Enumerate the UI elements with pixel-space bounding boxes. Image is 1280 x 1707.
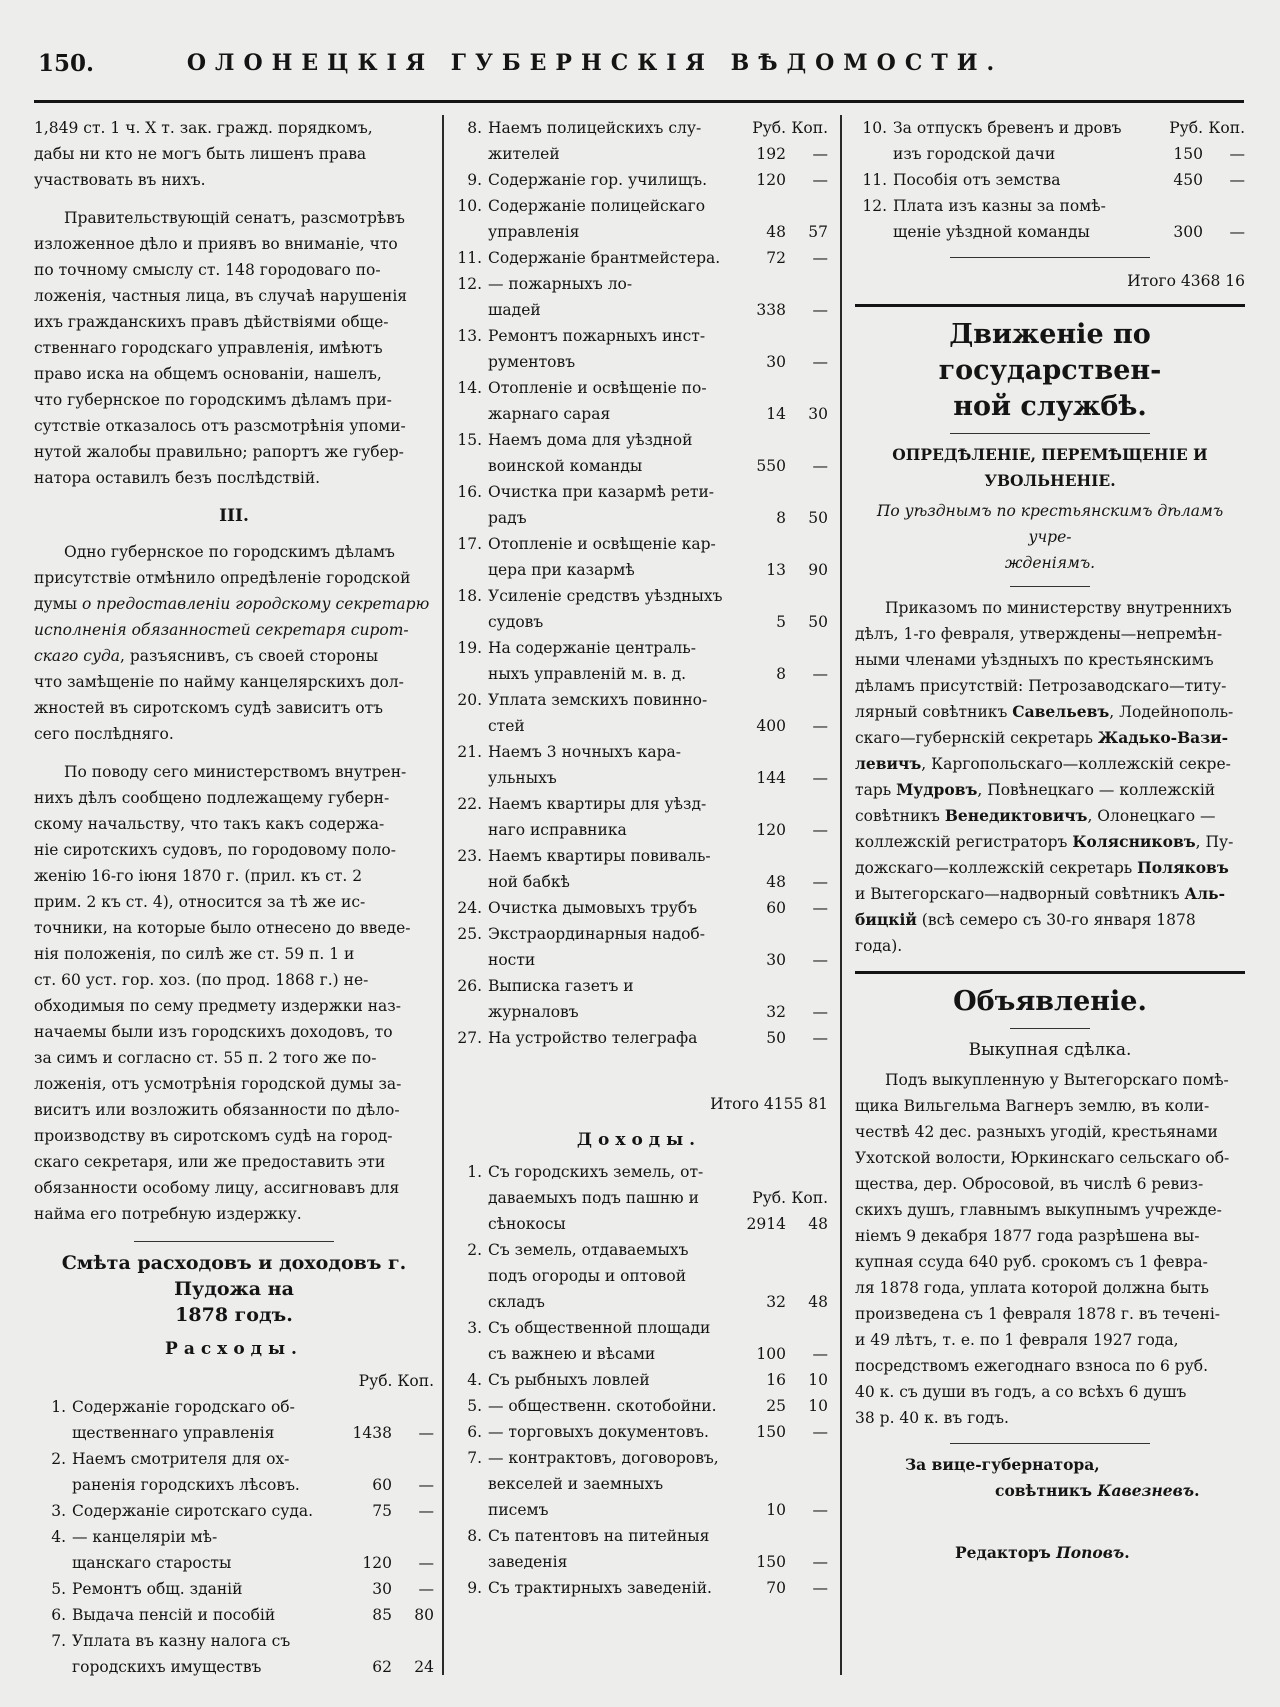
item-text: Ремонтъ общ. зданій xyxy=(72,1580,243,1598)
item-kopecks: — xyxy=(812,1003,828,1021)
item-kopecks: 90 xyxy=(808,561,828,579)
item-text: — пожарныхъ ло- шадей xyxy=(488,275,633,319)
item-text: — торговыхъ документовъ. xyxy=(488,1423,709,1441)
item-rubles: 32 xyxy=(766,1003,786,1021)
item-kopecks: — xyxy=(812,457,828,475)
item-kopecks: Коп. 48 xyxy=(791,1189,828,1233)
divider xyxy=(1010,586,1090,587)
item-text: Съ трактирныхъ заведеній. xyxy=(488,1579,712,1597)
ledger-row xyxy=(34,1524,434,1576)
item-rubles: 300 xyxy=(1173,223,1203,241)
ledger-row xyxy=(450,843,828,895)
ledger-row xyxy=(450,375,828,427)
item-text: Съ рыбныхъ ловлей xyxy=(488,1371,650,1389)
item-rubles: 450 xyxy=(1173,171,1203,189)
item-rubles: Руб. 192 xyxy=(752,119,786,163)
announcement-subtitle: Выкупная сдѣлка. xyxy=(968,1040,1132,1060)
ledger-row xyxy=(450,1393,828,1419)
announcement-title: Объявленіе. xyxy=(953,986,1147,1017)
item-number: 22. xyxy=(457,795,482,813)
item-rubles: 400 xyxy=(756,717,786,735)
ledger-row xyxy=(450,921,828,973)
column-3 xyxy=(855,115,1245,1572)
item-number: 7. xyxy=(51,1632,66,1650)
item-kopecks: — xyxy=(812,873,828,891)
item-kopecks: — xyxy=(812,951,828,969)
item-number: 1. xyxy=(467,1163,482,1181)
item-rubles: 14 xyxy=(766,405,786,423)
item-rubles: 60 xyxy=(766,899,786,917)
item-kopecks: 50 xyxy=(808,613,828,631)
item-number: 18. xyxy=(457,587,482,605)
item-number: 23. xyxy=(457,847,482,865)
item-kopecks: 80 xyxy=(414,1606,434,1624)
item-kopecks: — xyxy=(812,171,828,189)
ledger-row xyxy=(450,479,828,531)
ledger-row xyxy=(450,583,828,635)
item-kopecks: — xyxy=(418,1424,434,1442)
item-kopecks: — xyxy=(812,1501,828,1519)
section-rule xyxy=(855,971,1245,974)
item-text: Уплата въ казну налога съ городскихъ имуществъ xyxy=(72,1632,291,1676)
item-rubles: 13 xyxy=(766,561,786,579)
item-number: 12. xyxy=(457,275,482,293)
ledger-row xyxy=(450,1159,828,1237)
item-kopecks: 10 xyxy=(808,1397,828,1415)
item-rubles: 100 xyxy=(756,1345,786,1363)
item-text: Очистка дымовыхъ трубъ xyxy=(488,899,698,917)
item-number: 11. xyxy=(457,249,482,267)
divider xyxy=(1010,1028,1090,1029)
item-number: 5. xyxy=(467,1397,482,1415)
item-kopecks: — xyxy=(1229,223,1245,241)
paragraph: 1,849 ст. 1 ч. X т. зак. гражд. порядкомъ, дабы ни кто не могъ быть лишенъ права участвовать въ нихъ. xyxy=(34,119,373,189)
section-rule xyxy=(855,304,1245,307)
ledger-row xyxy=(450,1445,828,1523)
item-text: Очистка при казармѣ рети- радъ xyxy=(488,483,715,527)
item-rubles: 150 xyxy=(756,1553,786,1571)
ledger-row xyxy=(34,1394,434,1446)
item-rubles: 120 xyxy=(756,171,786,189)
signature-line-1: За вице-губернатора, xyxy=(905,1455,1100,1474)
item-rubles: 85 xyxy=(372,1606,392,1624)
item-rubles: 144 xyxy=(756,769,786,787)
paragraph xyxy=(34,539,434,747)
item-number: 3. xyxy=(467,1319,482,1337)
item-kopecks: 10 xyxy=(808,1371,828,1389)
editor-signature: Редакторъ Поповъ. xyxy=(955,1543,1130,1562)
column-2 xyxy=(450,115,828,1601)
item-number: 8. xyxy=(467,119,482,137)
item-text: Наемъ 3 ночныхъ кара- ульныхъ xyxy=(488,743,682,787)
item-kopecks: — xyxy=(812,1579,828,1597)
item-text: Пособія отъ земства xyxy=(893,171,1061,189)
service-subtitle: ОПРЕДѢЛЕНІЕ, ПЕРЕМѢЩЕНІЕ И УВОЛЬНЕНІЕ. xyxy=(892,445,1208,490)
ledger-row xyxy=(450,193,828,245)
ledger-row xyxy=(855,193,1245,245)
expenses-table xyxy=(34,1394,434,1680)
item-kopecks: — xyxy=(418,1476,434,1494)
ledger-row xyxy=(450,271,828,323)
ledger-row xyxy=(450,1237,828,1315)
text-run: , разъяснивъ, съ своей стороны что замѣщеніе по найму канцелярскихъ дол- жностей въ сиротскомъ судѣ зависитъ отъ сего послѣдняго. xyxy=(34,647,404,743)
item-kopecks: — xyxy=(812,301,828,319)
item-number: 5. xyxy=(51,1580,66,1598)
income-table-cont xyxy=(855,115,1245,245)
ledger-row xyxy=(450,115,828,167)
item-text: Ремонтъ пожарныхъ инст- рументовъ xyxy=(488,327,706,371)
item-text: — общественн. скотобойни. xyxy=(488,1397,717,1415)
item-number: 6. xyxy=(467,1423,482,1441)
item-rubles: 50 xyxy=(766,1029,786,1047)
item-rubles: 75 xyxy=(372,1502,392,1520)
item-text: Наемъ полицейскихъ слу- жителей xyxy=(488,119,702,163)
item-rubles: 25 xyxy=(766,1397,786,1415)
item-text: Наемъ квартиры повиваль- ной бабкѣ xyxy=(488,847,711,891)
item-kopecks: — xyxy=(812,665,828,683)
item-kopecks: — xyxy=(812,899,828,917)
item-number: 3. xyxy=(51,1502,66,1520)
item-number: 1. xyxy=(51,1398,66,1416)
item-text: На устройство телеграфа xyxy=(488,1029,698,1047)
ledger-row xyxy=(34,1602,434,1628)
item-kopecks: 24 xyxy=(414,1658,434,1676)
item-text: Плата изъ казны за помѣ- щеніе уѣздной команды xyxy=(893,197,1106,241)
item-kopecks: — xyxy=(812,769,828,787)
expenses-heading: Расходы. xyxy=(165,1339,303,1359)
item-rubles: 48 xyxy=(766,223,786,241)
item-kopecks: — xyxy=(812,821,828,839)
item-text: Усиленіе средствъ уѣздныхъ судовъ xyxy=(488,587,723,631)
paragraph: По поводу сего министерствомъ внутрен- нихъ дѣлъ сообщено подлежащему губерн- скому начальству, что такъ какъ содержа- ніе сиротскихъ судовъ, по городовому поло- женію 16-го іюня 1870 г. (прил. къ ст. 2 прим. 2 къ ст. 4), относится за тѣ же ис- точники, на которые было отнесено до введе- нія положенія, по силѣ же ст. 59 п. 1 и ст. 60 уст. гор. хоз. (по прод. 1868 г.) не- обходимыя по сему предмету издержки наз- начаемы были изъ городскихъ доходовъ, то за симъ и согласно ст. 55 п. 2 того же по- ложенія, отъ усмотрѣнія городской думы за- виситъ или возложить обязанности по дѣло- производству въ сиротскомъ судѣ на город- скаго секретаря, или же предоставить эти обязанности особому лицу, ассигновавъ для найма его потребную издержку. xyxy=(34,763,411,1223)
item-number: 16. xyxy=(457,483,482,501)
divider xyxy=(134,1241,334,1242)
item-rubles: 8 xyxy=(776,509,786,527)
ledger-row xyxy=(855,167,1245,193)
item-text: Экстраординарныя надоб- ности xyxy=(488,925,705,969)
item-rubles: 72 xyxy=(766,249,786,267)
ledger-row xyxy=(34,1446,434,1498)
column-divider-2 xyxy=(840,115,842,1675)
item-number: 2. xyxy=(467,1241,482,1259)
item-number: 20. xyxy=(457,691,482,709)
item-text: Отопленіе и освѣщеніе по- жарнаго сарая xyxy=(488,379,707,423)
ledger-row xyxy=(450,1367,828,1393)
item-kopecks: — xyxy=(812,249,828,267)
item-number: 11. xyxy=(862,171,887,189)
item-text: Содержаніе сиротскаго суда. xyxy=(72,1502,314,1520)
ledger-row xyxy=(34,1628,434,1680)
item-kopecks: 30 xyxy=(808,405,828,423)
item-rubles: 16 xyxy=(766,1371,786,1389)
italic-run: о предоставленіи городскому секретарю исполненія обязанностей секретаря сирот- скаго суда xyxy=(34,595,430,665)
ledger-row xyxy=(450,1523,828,1575)
ledger-row xyxy=(34,1576,434,1602)
item-number: 9. xyxy=(467,171,482,189)
item-rubles: 338 xyxy=(756,301,786,319)
ledger-row xyxy=(450,1025,828,1051)
ledger-row xyxy=(450,687,828,739)
expenses-table-cont xyxy=(450,115,828,1051)
estimate-title: Смѣта расходовъ и доходовъ г. Пудожа на 1878 годъ. xyxy=(61,1252,407,1326)
item-kopecks: — xyxy=(1229,171,1245,189)
ledger-row xyxy=(450,895,828,921)
item-rubles: 60 xyxy=(372,1476,392,1494)
item-number: 21. xyxy=(457,743,482,761)
item-number: 24. xyxy=(457,899,482,917)
ledger-row xyxy=(855,115,1245,167)
item-number: 4. xyxy=(467,1371,482,1389)
item-number: 17. xyxy=(457,535,482,553)
item-number: 4. xyxy=(51,1528,66,1546)
item-rubles: 120 xyxy=(756,821,786,839)
item-rubles: 30 xyxy=(766,951,786,969)
item-kopecks: 48 xyxy=(808,1293,828,1311)
signature-line-2: совѣтникъ Кавезневъ. xyxy=(995,1481,1200,1500)
ledger-row xyxy=(450,1315,828,1367)
item-rubles: Руб. 150 xyxy=(1169,119,1203,163)
column-divider-1 xyxy=(442,115,444,1675)
page-header xyxy=(30,50,1070,90)
item-number: 7. xyxy=(467,1449,482,1467)
item-kopecks: 57 xyxy=(808,223,828,241)
item-number: 10. xyxy=(457,197,482,215)
service-subtitle-2: По уѣзднымъ по крестьянскимъ дѣламъ учре- жденіямъ. xyxy=(876,502,1224,572)
ledger-row xyxy=(450,427,828,479)
item-rubles: Руб. 2914 xyxy=(746,1189,786,1233)
item-kopecks: — xyxy=(812,1345,828,1363)
ledger-row xyxy=(450,1419,828,1445)
item-rubles: 62 xyxy=(372,1658,392,1676)
item-text: Содержаніе полицейскаго управленія xyxy=(488,197,706,241)
column-1 xyxy=(34,115,434,1680)
ledger-row xyxy=(450,167,828,193)
ledger-row xyxy=(450,531,828,583)
item-rubles: 30 xyxy=(766,353,786,371)
item-kopecks: — xyxy=(812,1029,828,1047)
item-text: Отопленіе и освѣщеніе кар- цера при казармѣ xyxy=(488,535,716,579)
income-heading: Доходы. xyxy=(576,1130,702,1150)
item-text: Выписка газетъ и журналовъ xyxy=(488,977,634,1021)
item-rubles: 70 xyxy=(766,1579,786,1597)
text-run: Одно губернское по городскимъ дѣламъ присутствіе отмѣнило опредѣленіе городской думы xyxy=(34,543,411,613)
item-kopecks: — xyxy=(812,353,828,371)
item-rubles: 150 xyxy=(756,1423,786,1441)
paragraph: Правительствующій сенатъ, разсмотрѣвъ изложенное дѣло и приявъ во вниманіе, что по точному смыслу ст. 148 городоваго по- ложенія, частныя лица, въ случаѣ нарушенія ихъ гражданскихъ правъ дѣйствіями обще- ственнаго городскаго управленія, имѣютъ право иска на общемъ основаніи, нашелъ, что губернское по городскимъ дѣламъ при- сутствіе отказалось отъ разсмотрѣнія упоми- нутой жалобы правильно; рапортъ же губер- натора оставилъ безъ послѣдствій. xyxy=(34,209,408,487)
expenses-total: Итого 4155 81 xyxy=(710,1095,828,1113)
item-number: 15. xyxy=(457,431,482,449)
ledger-row xyxy=(450,1575,828,1601)
item-text: — канцеляріи мѣ- щанскаго старосты xyxy=(72,1528,232,1572)
item-text: Содержаніе брантмейстера. xyxy=(488,249,721,267)
header-rule xyxy=(34,100,1244,103)
item-rubles: 5 xyxy=(776,613,786,631)
item-kopecks: — xyxy=(418,1502,434,1520)
ledger-row xyxy=(450,323,828,375)
item-text: Съ земель, отдаваемыхъ подъ огороды и оптовой складъ xyxy=(488,1241,689,1311)
item-rubles: 550 xyxy=(756,457,786,475)
item-rubles: 10 xyxy=(766,1501,786,1519)
item-text: Уплата земскихъ повинно- стей xyxy=(488,691,708,735)
ledger-row xyxy=(450,973,828,1025)
rub-kop-header: Руб. Коп. xyxy=(358,1372,434,1390)
item-text: Съ городскихъ земель, от- даваемыхъ подъ пашню и сѣнокосы xyxy=(488,1163,704,1233)
item-kopecks: — xyxy=(812,1423,828,1441)
divider xyxy=(950,257,1150,258)
item-text: Выдача пенсій и пособій xyxy=(72,1606,276,1624)
service-text: Приказомъ по министерству внутреннихъ дѣлъ, 1-го февраля, утверждены—непремѣн- ными членами уѣздныхъ по крестьянскимъ дѣламъ присутствій: Петрозаводскаго—титу- лярный совѣтникъ Савельевъ, Лодейнополь- скаго—губернскій секретарь Жадько-Вази- левичъ, Каргопольскаго—коллежскій секре- тарь Мудровъ, Повѣнецкаго — коллежскій совѣтникъ Венедиктовичъ, Олонецкаго — коллежскій регистраторъ Колясниковъ, Пу- дожскаго—коллежскій секретарь Поляковъ и Вытегорскаго—надворный совѣтникъ Аль- бицкій (всѣ семеро съ 30-го января 1878 года). xyxy=(855,599,1234,955)
item-text: Наемъ квартиры для уѣзд- наго исправника xyxy=(488,795,707,839)
item-number: 27. xyxy=(457,1029,482,1047)
page-number: 150. xyxy=(38,50,95,77)
item-text: Съ патентовъ на питейныя заведенія xyxy=(488,1527,710,1571)
ledger-row xyxy=(450,635,828,687)
item-number: 6. xyxy=(51,1606,66,1624)
item-rubles: 30 xyxy=(372,1580,392,1598)
item-text: На содержаніе централь- ныхъ управленій м. в. д. xyxy=(488,639,696,683)
item-kopecks: Коп. — xyxy=(1208,119,1245,163)
divider xyxy=(950,1443,1150,1444)
ledger-row xyxy=(450,245,828,271)
announcement-text: Подъ выкупленную у Вытегорскаго помѣ- щика Вильгельма Вагнеръ землю, въ коли- чествѣ 42 дес. разныхъ угодій, крестьянами Ухотской волости, Юркинскаго сельскаго об- щества, дер. Обросовой, въ числѣ 6 ревиз- скихъ душъ, главнымъ выкупнымъ учрежде- ніемъ 9 декабря 1877 года разрѣшена вы- купная ссуда 640 руб. срокомъ съ 1 февра- ля 1878 года, уплата которой должна быть произведена съ 1 февраля 1878 г. въ течені- и 49 лѣтъ, т. е. по 1 февраля 1927 года, посредствомъ ежегоднаго взноса по 6 руб. 40 к. съ души въ годъ, а со всѣхъ 6 душъ 38 р. 40 к. въ годъ. xyxy=(855,1071,1230,1427)
item-rubles: 48 xyxy=(766,873,786,891)
service-title: Движеніе по государствен- ной службѣ. xyxy=(938,319,1162,422)
item-text: Содержаніе городскаго об- щественнаго управленія xyxy=(72,1398,295,1442)
item-number: 8. xyxy=(467,1527,482,1545)
item-rubles: 8 xyxy=(776,665,786,683)
item-text: Содержаніе гор. училищъ. xyxy=(488,171,708,189)
item-number: 13. xyxy=(457,327,482,345)
item-number: 9. xyxy=(467,1579,482,1597)
item-text: — контрактовъ, договоровъ, векселей и заемныхъ писемъ xyxy=(488,1449,719,1519)
ledger-row xyxy=(34,1498,434,1524)
item-text: Съ общественной площади съ важнею и вѣсами xyxy=(488,1319,711,1363)
ledger-row xyxy=(450,739,828,791)
item-number: 26. xyxy=(457,977,482,995)
item-text: Наемъ дома для уѣздной воинской команды xyxy=(488,431,693,475)
item-kopecks: Коп. — xyxy=(791,119,828,163)
income-total: Итого 4368 16 xyxy=(1127,272,1245,290)
divider xyxy=(950,433,1150,434)
item-text: Наемъ смотрителя для ох- раненія городскихъ лѣсовъ. xyxy=(72,1450,300,1494)
section-numeral: III. xyxy=(219,506,249,526)
item-kopecks: — xyxy=(812,717,828,735)
item-rubles: 120 xyxy=(362,1554,392,1572)
item-number: 25. xyxy=(457,925,482,943)
item-kopecks: — xyxy=(418,1580,434,1598)
income-table xyxy=(450,1159,828,1601)
ledger-row xyxy=(450,791,828,843)
item-rubles: 32 xyxy=(766,1293,786,1311)
item-number: 12. xyxy=(862,197,887,215)
item-kopecks: — xyxy=(812,1553,828,1571)
item-kopecks: 50 xyxy=(808,509,828,527)
item-number: 2. xyxy=(51,1450,66,1468)
item-number: 14. xyxy=(457,379,482,397)
item-kopecks: — xyxy=(418,1554,434,1572)
item-number: 19. xyxy=(457,639,482,657)
newspaper-title: ОЛОНЕЦКІЯ ГУБЕРНСКІЯ ВѢДОМОСТИ. xyxy=(186,50,1004,76)
item-number: 10. xyxy=(862,119,887,137)
item-rubles: 1438 xyxy=(352,1424,392,1442)
item-text: За отпускъ бревенъ и дровъ изъ городской дачи xyxy=(893,119,1122,163)
